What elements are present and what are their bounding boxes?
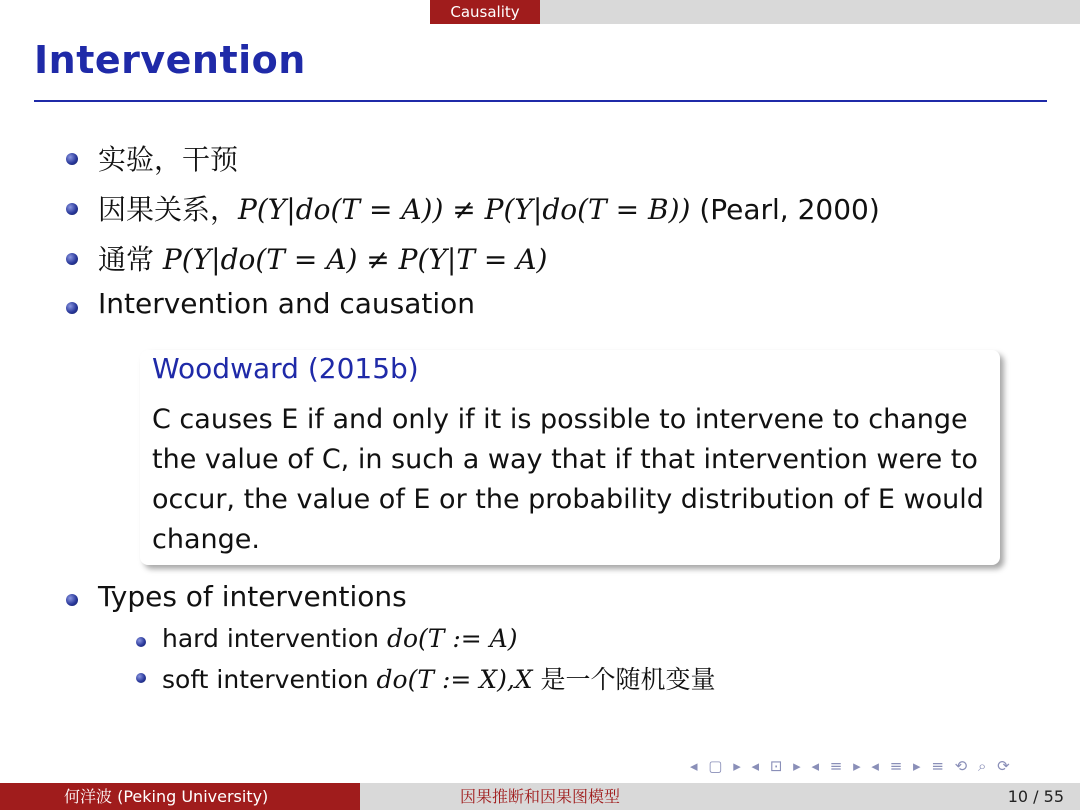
bullet-marker	[66, 253, 78, 265]
title-rule	[34, 100, 1047, 102]
slide-title: Intervention	[34, 38, 306, 82]
sub-bullet-soft	[162, 660, 716, 696]
bullet-citation: (Pearl, 2000)	[690, 193, 880, 226]
bullet-causal-relation	[98, 188, 880, 228]
sub-bullet-math: do(T := X),X	[376, 665, 533, 694]
navigation-controls[interactable]: ◂ ▢ ▸ ◂ ⊡ ▸ ◂ ≡ ▸ ◂ ≡ ▸ ≡ ⟲ ⌕ ⟳	[690, 757, 1013, 775]
bullet-text: 实验，干预	[98, 143, 239, 176]
top-bar-left	[0, 0, 430, 24]
sub-bullet-prefix: hard intervention	[162, 624, 387, 653]
footer-talk-title: 因果推断和因果图模型	[360, 783, 720, 810]
bullet-text: Types of interventions	[98, 580, 407, 613]
bullet-marker	[66, 302, 78, 314]
footer	[0, 783, 1080, 810]
sub-bullet-suffix: 是一个随机变量	[532, 665, 716, 694]
bullet-experiment	[98, 138, 238, 178]
definition-block	[140, 350, 1000, 565]
bullet-marker	[66, 203, 78, 215]
block-body: C causes E if and only if it is possible to intervene to change the value of C, in such a way that if that intervention were to occur, the value of E or the probability distribution of E would change.	[152, 404, 984, 555]
section-label[interactable]: Causality	[430, 0, 540, 24]
sub-bullet-hard	[162, 624, 518, 653]
bullet-prefix: 因果关系，	[98, 193, 239, 226]
sub-bullet-marker	[136, 673, 146, 683]
bullet-marker	[66, 153, 78, 165]
bullet-marker	[66, 594, 78, 606]
footer-author: 何洋波 (Peking University)	[0, 783, 360, 810]
sub-bullet-marker	[136, 637, 146, 647]
top-bar-right	[540, 0, 1080, 24]
sub-bullet-prefix: soft intervention	[162, 665, 377, 694]
bullet-types-heading	[98, 580, 407, 613]
footer-page-number: 10 / 55	[720, 783, 1080, 810]
sub-bullet-math: do(T := A)	[386, 624, 518, 653]
bullet-usually	[98, 238, 547, 278]
top-navigation-bar	[0, 0, 1080, 24]
bullet-intervention-causation	[98, 287, 475, 320]
bullet-prefix: 通常	[98, 243, 163, 276]
bullet-text: Intervention and causation	[98, 287, 476, 320]
bullet-math: P(Y|do(T = A)) ≠ P(Y|do(T = B))	[238, 193, 691, 226]
block-title: Woodward (2015b)	[152, 352, 419, 385]
bullet-math: P(Y|do(T = A) ≠ P(Y|T = A)	[162, 243, 548, 276]
